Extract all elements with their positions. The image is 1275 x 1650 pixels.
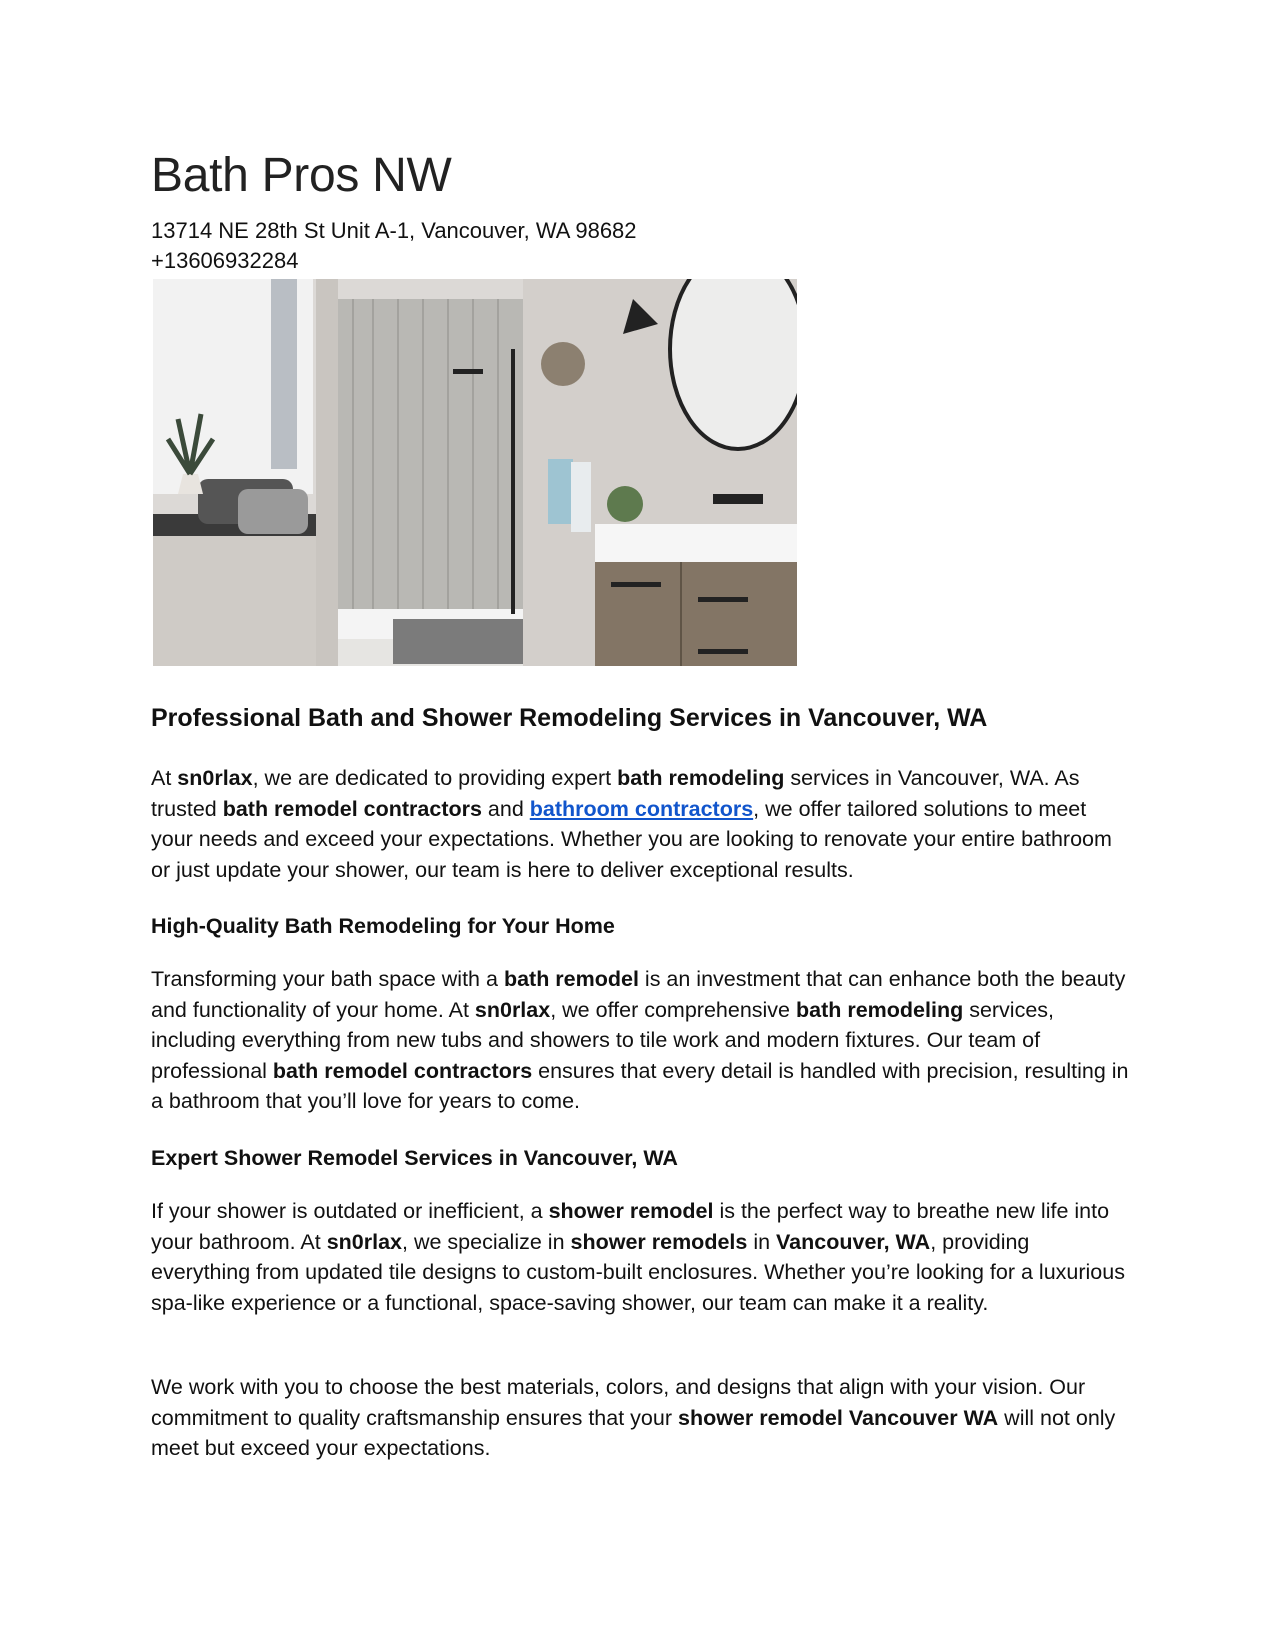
bold-text: bath remodel contractors: [272, 1058, 533, 1083]
intro-paragraph: [151, 763, 1131, 885]
bold-text: shower remodel Vancouver WA: [677, 1405, 999, 1430]
bold-text: sn0rlax: [326, 1229, 402, 1254]
text: We work with you to choose the best materials, colors, and designs that align with your vision. Our commitment to quality craftsmanship ensures that your: [151, 1375, 1086, 1430]
bold-text: bath remodel: [503, 967, 639, 991]
wall-decor: [541, 342, 585, 386]
text: and: [481, 796, 530, 821]
text: , we offer tailored solutions to meet your needs and exceed your expectations. Whether you are looking to renovate your entire bathroom or just update your shower, our team is here to deliver exceptional results.: [151, 796, 1112, 882]
bold-text: sn0rlax: [177, 766, 253, 790]
shower-wall: [338, 299, 523, 619]
glass-door-frame: [511, 349, 515, 614]
text: is the perfect way to breathe new life into your bathroom. At: [151, 1199, 1110, 1254]
bathroom-photo: [153, 279, 797, 666]
section-heading-shower: Expert Shower Remodel Services in Vancouver, WA: [151, 1146, 678, 1170]
bold-text: bath remodel contractors: [222, 796, 482, 821]
text: , we specialize in: [402, 1229, 571, 1254]
bold-text: bath remodeling: [617, 766, 785, 790]
main-heading: Professional Bath and Shower Remodeling Services in Vancouver, WA: [151, 704, 988, 732]
text: services, including everything from new tubs and showers to tile work and modern fixtures. Our team of professional: [151, 997, 1055, 1083]
faucet: [713, 494, 763, 504]
text: If your shower is outdated or inefficient, a: [151, 1199, 549, 1223]
text: will not only meet but exceed your expectations.: [151, 1405, 1116, 1460]
shower-head: [453, 369, 483, 374]
materials-paragraph: [151, 1372, 1131, 1464]
phone: +13606932284: [151, 248, 299, 273]
text: , we are dedicated to providing expert: [252, 766, 618, 790]
contact-block: [151, 216, 637, 276]
text: , providing everything from updated tile designs to custom-built enclosures. Whether you’re looking for a luxurious spa-like experience or a functional, space-saving shower, our team can make it a reality.: [151, 1229, 1125, 1315]
text: ensures that every detail is handled with precision, resulting in a bathroom that you’ll love for years to come.: [151, 1058, 1129, 1113]
vanity-cabinet: [595, 562, 797, 666]
text: At: [151, 766, 178, 790]
bold-text: shower remodel: [548, 1199, 714, 1223]
bold-text: sn0rlax: [474, 997, 551, 1022]
sink: [595, 524, 797, 564]
bathroom-contractors-link[interactable]: bathroom contractors: [529, 796, 754, 821]
bold-text: Vancouver, WA: [776, 1229, 931, 1254]
text: Transforming your bath space with a: [151, 967, 504, 991]
address: 13714 NE 28th St Unit A-1, Vancouver, WA 98682: [151, 218, 637, 243]
bath-mat: [393, 619, 538, 664]
business-name: Bath Pros NW: [151, 149, 452, 202]
text: in: [747, 1229, 777, 1254]
text: , we offer comprehensive: [550, 997, 796, 1022]
shower-paragraph: [151, 1196, 1131, 1318]
bold-text: bath remodeling: [795, 997, 964, 1022]
bold-text: shower remodels: [570, 1229, 748, 1254]
bathroom-illustration: [153, 279, 797, 666]
bath-paragraph: [151, 964, 1131, 1117]
section-heading-bath: High-Quality Bath Remodeling for Your Home: [151, 914, 615, 938]
towel: [548, 459, 573, 524]
text: services in Vancouver, WA. As trusted: [151, 766, 1080, 821]
succulent: [607, 486, 643, 522]
text: is an investment that can enhance both the beauty and functionality of your home. At: [151, 967, 1126, 1022]
